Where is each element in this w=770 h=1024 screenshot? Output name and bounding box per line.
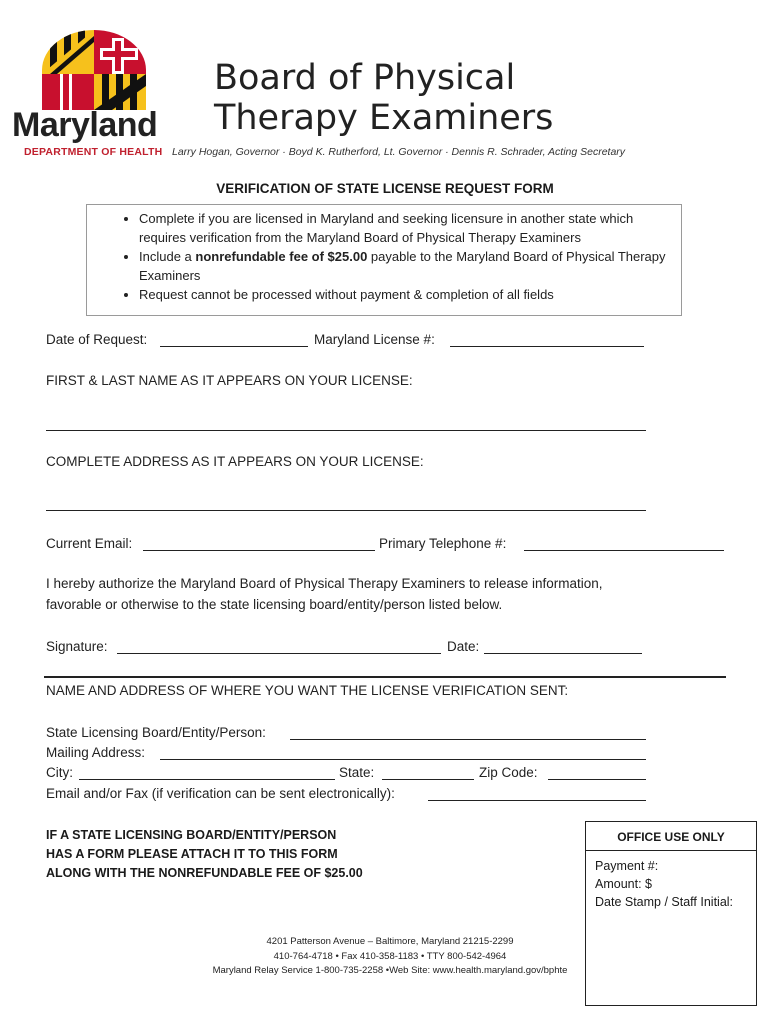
attach-form-notice bbox=[46, 826, 363, 883]
mailing-address-label: Mailing Address: bbox=[46, 745, 146, 760]
signature-date-label: Date: bbox=[447, 639, 480, 654]
maryland-flag-logo bbox=[42, 30, 146, 110]
send-to-heading: NAME AND ADDRESS OF WHERE YOU WANT THE LICENSE VERIFICATION SENT: bbox=[46, 683, 569, 698]
date-of-request-field[interactable] bbox=[160, 346, 308, 347]
instruction-text: payable to the Maryland Board of Physical Therapy Examiners bbox=[139, 249, 666, 283]
footer-contact bbox=[150, 935, 630, 979]
amount-label: Amount: $ bbox=[595, 877, 652, 891]
instruction-text: Include a bbox=[139, 249, 196, 264]
board-entity-field[interactable] bbox=[290, 739, 646, 740]
fee-emphasis: nonrefundable fee of $25.00 bbox=[195, 249, 368, 264]
date-stamp-label: Date Stamp / Staff Initial: bbox=[595, 895, 734, 909]
notice-line: ALONG WITH THE NONREFUNDABLE FEE OF $25.00 bbox=[46, 866, 363, 880]
zip-label: Zip Code: bbox=[479, 765, 538, 780]
fax-label: Email and/or Fax (if verification can be sent electronically): bbox=[46, 786, 395, 801]
notice-line: HAS A FORM PLEASE ATTACH IT TO THIS FORM bbox=[46, 847, 338, 861]
date-of-request-label: Date of Request: bbox=[46, 332, 148, 347]
city-label: City: bbox=[46, 765, 73, 780]
license-number-label: Maryland License #: bbox=[314, 332, 435, 347]
form-title: VERIFICATION OF STATE LICENSE REQUEST FORM bbox=[216, 181, 554, 196]
fax-field[interactable] bbox=[428, 800, 646, 801]
phone-label: Primary Telephone #: bbox=[379, 536, 507, 551]
phone-field[interactable] bbox=[524, 550, 724, 551]
instruction-item: • Complete if you are licensed in Maryland and seeking licensure in another state which requires verification from the Maryland Board of Physical Therapy Examiners bbox=[139, 209, 681, 247]
email-field[interactable] bbox=[143, 550, 375, 551]
address-label: COMPLETE ADDRESS AS IT APPEARS ON YOUR LICENSE: bbox=[46, 454, 424, 469]
logo-wordmark: Maryland bbox=[12, 106, 158, 144]
instruction-item bbox=[139, 247, 681, 285]
name-label: FIRST & LAST NAME AS IT APPEARS ON YOUR LICENSE: bbox=[46, 373, 413, 388]
board-entity-label: State Licensing Board/Entity/Person: bbox=[46, 725, 266, 740]
signature-date-field[interactable] bbox=[484, 653, 642, 654]
department-name: DEPARTMENT OF HEALTH bbox=[24, 146, 163, 158]
instructions-list bbox=[87, 209, 681, 304]
section-divider bbox=[44, 676, 726, 678]
board-title bbox=[214, 58, 553, 138]
zip-field[interactable] bbox=[548, 779, 646, 780]
signature-label: Signature: bbox=[46, 639, 108, 654]
state-field[interactable] bbox=[382, 779, 474, 780]
footer-relay-website: Maryland Relay Service 1-800-735-2258 •Web Site: www.health.maryland.gov/bphte bbox=[212, 965, 568, 976]
officials-line: Larry Hogan, Governor · Boyd K. Rutherford, Lt. Governor · Dennis R. Schrader, Acting Secretary bbox=[172, 146, 626, 158]
board-title-line2: Therapy Examiners bbox=[214, 98, 554, 138]
board-title-line1: Board of Physical bbox=[214, 58, 516, 98]
mailing-address-field[interactable] bbox=[160, 759, 646, 760]
name-field[interactable] bbox=[46, 430, 646, 431]
email-label: Current Email: bbox=[46, 536, 133, 551]
footer-address: 4201 Patterson Avenue – Baltimore, Maryland 21215-2299 bbox=[266, 936, 514, 947]
instruction-item: • Request cannot be processed without payment & completion of all fields bbox=[139, 285, 681, 304]
authorization-line2: favorable or otherwise to the state licensing board/entity/person listed below. bbox=[46, 597, 503, 612]
payment-number-label: Payment #: bbox=[595, 859, 659, 873]
state-label: State: bbox=[339, 765, 375, 780]
footer-phones: 410-764-4718 • Fax 410-358-1183 • TTY 800-542-4964 bbox=[273, 950, 507, 962]
office-use-title: OFFICE USE ONLY bbox=[586, 822, 756, 851]
city-field[interactable] bbox=[79, 779, 335, 780]
address-field[interactable] bbox=[46, 510, 646, 511]
license-number-field[interactable] bbox=[450, 346, 644, 347]
signature-field[interactable] bbox=[117, 653, 441, 654]
authorization-line1: I hereby authorize the Maryland Board of Physical Therapy Examiners to release information, bbox=[46, 576, 603, 591]
notice-line: IF A STATE LICENSING BOARD/ENTITY/PERSON bbox=[46, 828, 337, 842]
instructions-box bbox=[86, 204, 682, 316]
